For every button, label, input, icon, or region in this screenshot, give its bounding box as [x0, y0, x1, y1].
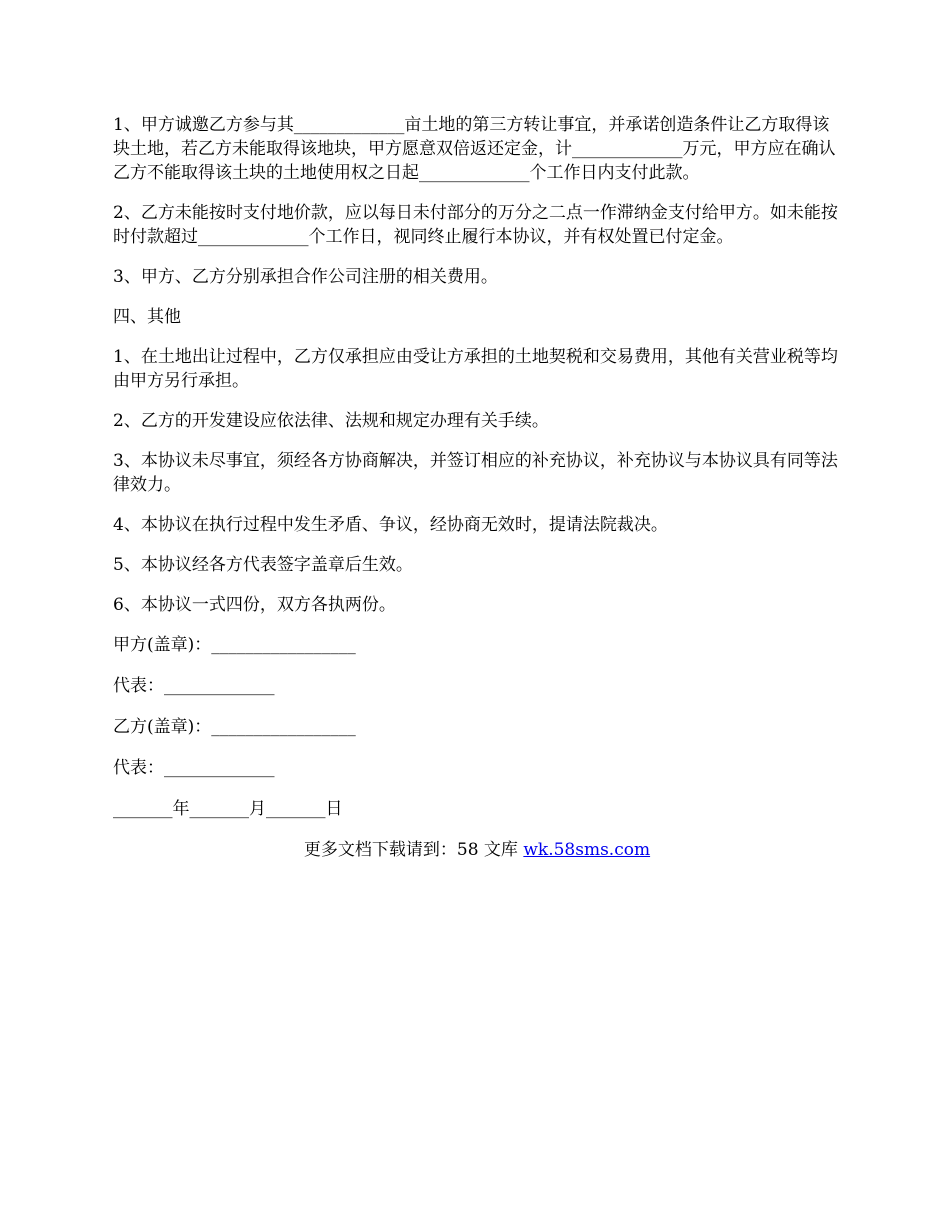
footer-text: 更多文档下载请到：58 文库 [303, 840, 524, 860]
footer-link[interactable]: wk.58sms.com [523, 840, 651, 860]
clause-3-1: 1、甲方诚邀乙方参与其_____________亩土地的第三方转让事宜，并承诺创造条件让乙方取得该块土地，若乙方未能取得该地块，甲方愿意双倍返还定金，计_____________万元，甲方应在确认乙方不能取得该土块的土地使用权之日起_____________个工作日内支付此款。 [113, 115, 836, 183]
party-b-seal-line: 乙方(盖章)：_________________ [113, 717, 356, 737]
clause-4-1: 1、在土地出让过程中，乙方仅承担应由受让方承担的土地契税和交易费用，其他有关营业税等均由甲方另行承担。 [113, 347, 838, 391]
clause-4-4: 4、本协议在执行过程中发生矛盾、争议，经协商无效时，提请法院裁决。 [113, 515, 668, 535]
clause-4-5: 5、本协议经各方代表签字盖章后生效。 [113, 555, 413, 575]
section-heading-other: 四、其他 [113, 307, 181, 327]
clause-3-2: 2、乙方未能按时支付地价款，应以每日未付部分的万分之二点一作滞纳金支付给甲方。如未能按时付款超过_____________个工作日，视同终止履行本协议，并有权处置已付定金。 [113, 203, 838, 247]
party-a-seal-line: 甲方(盖章)：_________________ [113, 635, 356, 655]
download-footer [113, 838, 841, 862]
document-page [113, 113, 841, 862]
clause-4-6: 6、本协议一式四份，双方各执两份。 [113, 595, 396, 615]
clause-3-3: 3、甲方、乙方分别承担合作公司注册的相关费用。 [113, 267, 498, 287]
clause-4-3: 3、本协议未尽事宜，须经各方协商解决，并签订相应的补充协议，补充协议与本协议具有同等法律效力。 [113, 451, 838, 495]
party-a-representative-line: 代表：_____________ [113, 676, 275, 696]
party-b-representative-line: 代表：_____________ [113, 758, 275, 778]
date-line: _______年_______月_______日 [113, 799, 343, 819]
clause-4-2: 2、乙方的开发建设应依法律、法规和规定办理有关手续。 [113, 411, 549, 431]
